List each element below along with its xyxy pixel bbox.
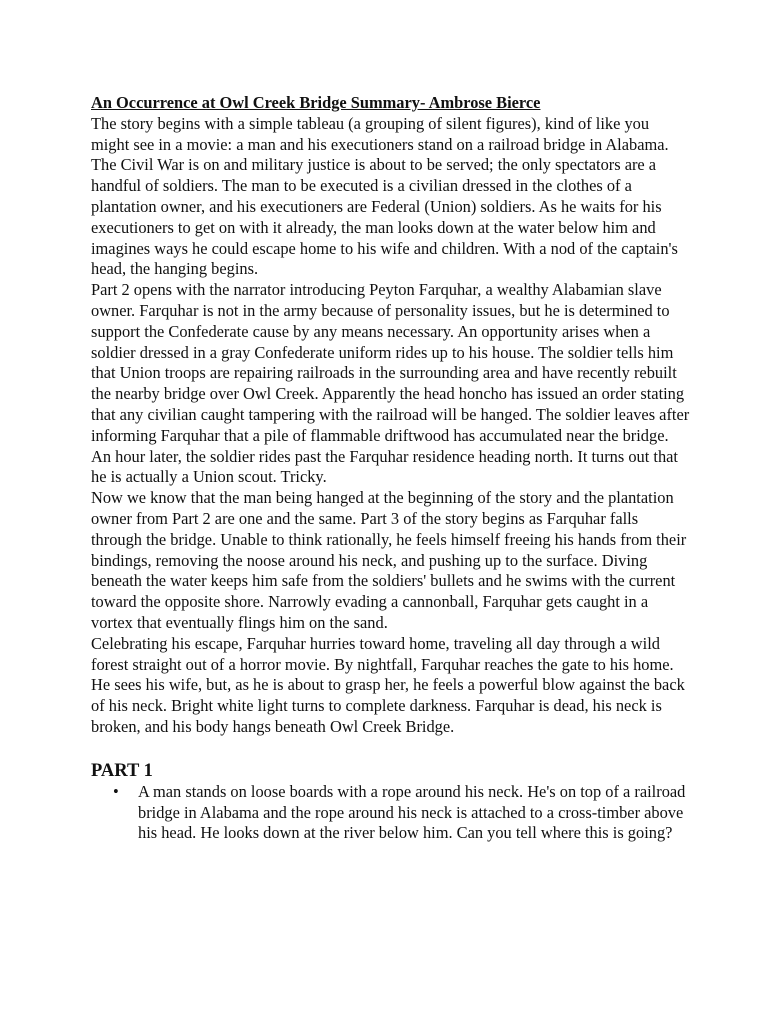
document-page <box>91 93 691 844</box>
paragraph-2: Part 2 opens with the narrator introducing Peyton Farquhar, a wealthy Alabamian slave owner. Farquhar is not in the army because of personality issues, but he is determined to support the Confederate cause by any means necessary. An opportunity arises when a soldier dressed in a gray Confederate uniform rides up to his house. The soldier tells him that Union troops are repairing railroads in the surrounding area and have recently rebuilt the nearby bridge over Owl Creek. Apparently the head honcho has issued an order stating that any civilian caught tampering with the railroad will be hanged. The soldier leaves after informing Farquhar that a pile of flammable driftwood has accumulated near the bridge. An hour later, the soldier rides past the Farquhar residence heading north. It turns out that he is actually a Union scout. Tricky. <box>91 280 690 487</box>
bullet-icon: • <box>113 781 119 801</box>
paragraph-4: Celebrating his escape, Farquhar hurries toward home, traveling all day through a wild forest straight out of a horror movie. By nightfall, Farquhar reaches the gate to his home. He sees his wife, but, as he is about to grasp her, he feels a powerful blow against the back of his neck. Bright white light turns to complete darkness. Farquhar is dead, his neck is broken, and his body hangs beneath Owl Creek Bridge. <box>91 633 685 736</box>
bullet-text: A man stands on loose boards with a rope around his neck. He's on top of a railroad bridge in Alabama and the rope around his neck is attached to a cross-timber above his head. He looks down at the river below him. Can you tell where this is going? <box>138 781 686 843</box>
part-1-bullet-list <box>91 782 691 844</box>
bullet-item <box>91 782 691 844</box>
part-1-heading: PART 1 <box>91 760 153 781</box>
paragraph-3: Now we know that the man being hanged at the beginning of the story and the plantation owner from Part 2 are one and the same. Part 3 of the story begins as Farquhar falls through the bridge. Unable to think rationally, he feels himself freeing his hands from their bindings, removing the noose around his neck, and pushing up to the surface. Diving beneath the water keeps him safe from the soldiers' bullets and he swims with the current toward the opposite shore. Narrowly evading a cannonball, Farquhar gets caught in a vortex that eventually flings him on the sand. <box>91 488 687 632</box>
document-title: An Occurrence at Owl Creek Bridge Summary- Ambrose Bierce <box>91 93 541 112</box>
paragraph-1: The story begins with a simple tableau (a grouping of silent figures), kind of like you might see in a movie: a man and his executioners stand on a railroad bridge in Alabama. The Civil War is on and military justice is about to be served; the only spectators are a handful of soldiers. The man to be executed is a civilian dressed in the clothes of a plantation owner, and his executioners are Federal (Union) soldiers. As he waits for his executioners to get on with it already, the man looks down at the water below him and imagines ways he could escape home to his wife and children. With a nod of the captain's head, the hanging begins. <box>91 113 678 279</box>
